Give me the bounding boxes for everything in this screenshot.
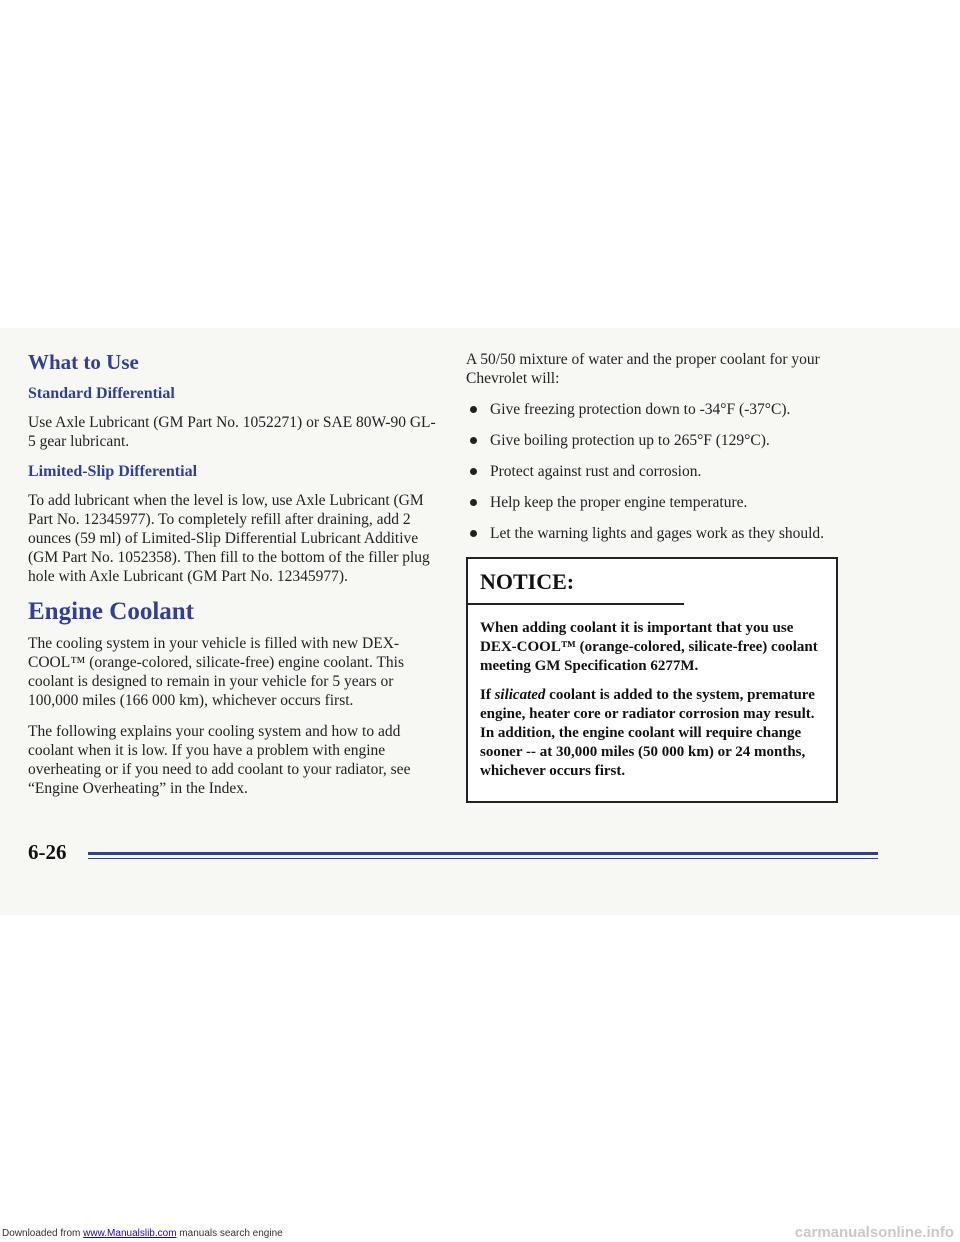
engine-coolant-heading: Engine Coolant xyxy=(28,598,195,625)
mixture-intro: A 50/50 mixture of water and the proper coolant for your Chevrolet will: xyxy=(466,351,820,387)
watermark: carmanualsonline.info xyxy=(794,1224,954,1241)
notice-box xyxy=(466,557,838,803)
list-item: Help keep the proper engine temperature. xyxy=(466,493,866,512)
coolant-paragraph-2: The following explains your cooling system and how to add coolant when it is low. If you have a problem with engine overheating or if you need to add coolant to your radiator, see “Engine Overheating” in the Index. xyxy=(28,723,411,797)
left-column xyxy=(28,350,438,810)
bullet-icon xyxy=(470,499,477,506)
silicated-emphasis: silicated xyxy=(494,687,546,703)
list-item: Let the warning lights and gages work as they should. xyxy=(466,524,866,543)
page-footer xyxy=(28,840,848,870)
standard-differential-text: Use Axle Lubricant (GM Part No. 1052271) or SAE 80W-90 GL-5 gear lubricant. xyxy=(28,414,436,450)
manualslib-link[interactable]: www.Manualslib.com xyxy=(83,1228,177,1239)
manual-page xyxy=(0,328,960,915)
footer-rule xyxy=(88,852,878,855)
download-notice: Downloaded from www.Manualslib.com manuals search engine xyxy=(2,1228,283,1239)
page-number: 6-26 xyxy=(28,840,67,864)
bullet-icon xyxy=(470,530,477,537)
limited-slip-text: To add lubricant when the level is low, use Axle Lubricant (GM Part No. 12345977). To completely refill after draining, add 2 ounces (59 ml) of Limited-Slip Differential Lubricant Additive (GM Part No. 1052358). Then fill to the bottom of the filler plug hole with Axle Lubricant (GM Part No. 12345977). xyxy=(28,492,430,585)
list-item: Give boiling protection up to 265°F (129°C). xyxy=(466,431,866,450)
notice-paragraph-2: If silicated coolant is added to the system, premature engine, heater core or radiator corrosion may result. In addition, the engine coolant will require change sooner -- at 30,000 miles (50 000 km) or 24 months, whichever occurs first. xyxy=(480,687,815,779)
list-item: Give freezing protection down to -34°F (-37°C). xyxy=(466,400,866,419)
standard-differential-heading: Standard Differential xyxy=(28,385,175,402)
notice-body xyxy=(468,605,836,801)
bullet-icon xyxy=(470,406,477,413)
limited-slip-heading: Limited-Slip Differential xyxy=(28,463,198,480)
right-column xyxy=(466,350,866,803)
notice-paragraph-1: When adding coolant it is important that you use DEX-COOL™ (orange-colored, silicate-free) coolant meeting GM Specification 6277M. xyxy=(480,620,818,674)
bullet-icon xyxy=(470,468,477,475)
bullet-icon xyxy=(470,437,477,444)
footer-rule-thin xyxy=(88,858,878,859)
what-to-use-heading: What to Use xyxy=(28,350,139,374)
notice-title: NOTICE: xyxy=(468,559,684,605)
coolant-paragraph-1: The cooling system in your vehicle is filled with new DEX-COOL™ (orange-colored, silicate-free) engine coolant. This coolant is designed to remain in your vehicle for 5 years or 100,000 miles (166 000 km), whichever occurs first. xyxy=(28,635,404,709)
list-item: Protect against rust and corrosion. xyxy=(466,462,866,481)
mixture-benefits-list xyxy=(466,400,866,543)
